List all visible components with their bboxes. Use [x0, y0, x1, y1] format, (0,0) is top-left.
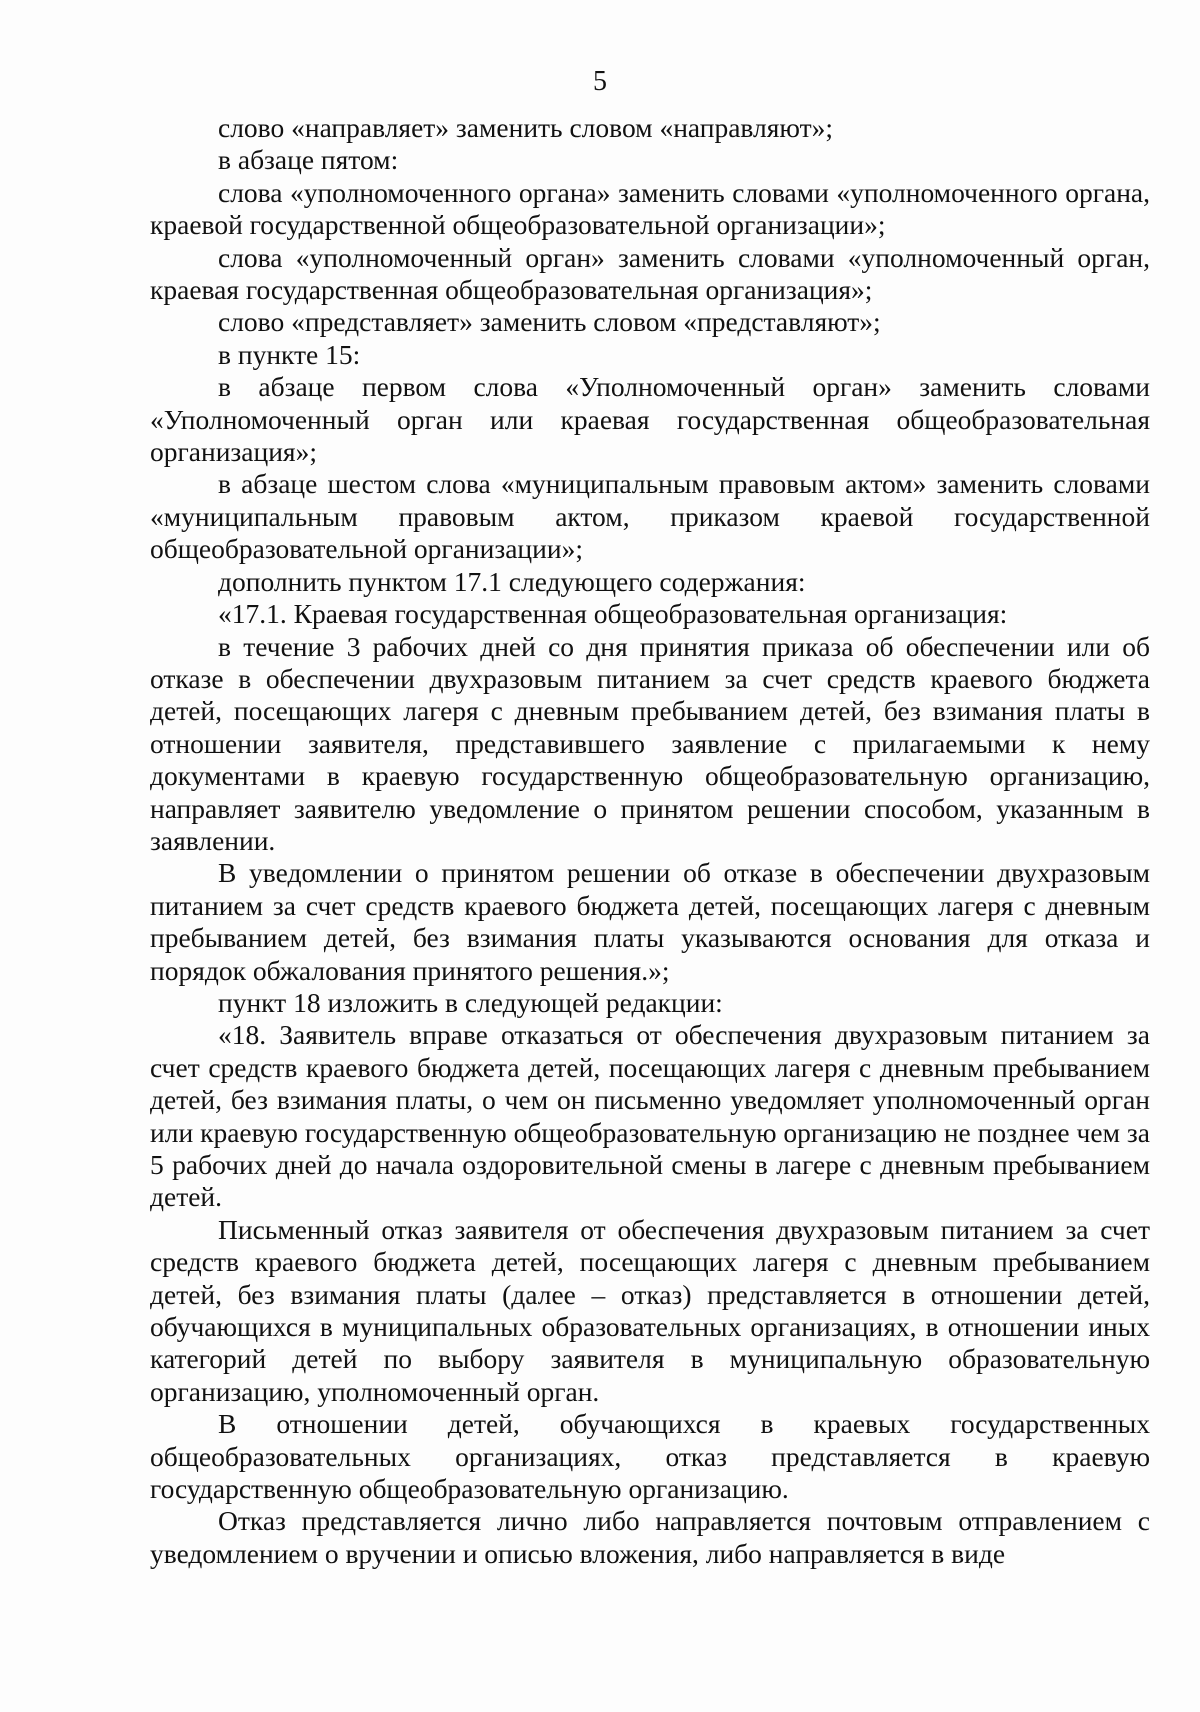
paragraph: Отказ представляется лично либо направляется почтовым отправлением с уведомлением о вручении и описью вложения, либо направляется в виде: [150, 1505, 1150, 1569]
paragraph: в пункте 15:: [218, 338, 361, 370]
paragraph: В отношении детей, обучающихся в краевых государственных общеобразовательных организациях, отказ представляется в краевую государственную общеобразовательную организацию.: [150, 1408, 1150, 1505]
paragraph: пункт 18 изложить в следующей редакции:: [218, 986, 723, 1018]
paragraph: в абзаце пятом:: [218, 144, 399, 176]
paragraph: дополнить пунктом 17.1 следующего содержания:: [218, 565, 806, 597]
paragraph: в абзаце первом слова «Уполномоченный орган» заменить словами «Уполномоченный орган или краевая государственная общеобразовательная организация»;: [150, 371, 1150, 468]
paragraph: слова «уполномоченного органа» заменить словами «уполномоченного органа, краевой государственной общеобразовательной организации»;: [150, 176, 1150, 241]
paragraph: слова «уполномоченный орган» заменить словами «уполномоченный орган, краевая государственная общеобразовательная организация»;: [150, 241, 1150, 306]
document-body: [150, 112, 1150, 1570]
paragraph: В уведомлении о принятом решении об отказе в обеспечении двухразовым питанием за счет средств краевого бюджета детей, посещающих лагеря с дневным пребыванием детей, без взимания платы указываются основания для отказа и порядок обжалования принятого решения.»;: [150, 857, 1150, 986]
paragraph: слово «представляет» заменить словом «представляют»;: [218, 306, 881, 338]
paragraph: слово «направляет» заменить словом «направляют»;: [218, 112, 834, 143]
paragraph: Письменный отказ заявителя от обеспечения двухразовым питанием за счет средств краевого бюджета детей, посещающих лагеря с дневным пребыванием детей, без взимания платы (далее – отказ) представляется в отношении детей, обучающихся в муниципальных образовательных организациях, в отношении иных категорий детей по выбору заявителя в муниципальную образовательную организацию, уполномоченный орган.: [150, 1213, 1150, 1407]
paragraph: «17.1. Краевая государственная общеобразовательная организация:: [218, 598, 1008, 630]
page-number: 5: [593, 66, 607, 97]
paragraph: «18. Заявитель вправе отказаться от обеспечения двухразовым питанием за счет средств краевого бюджета детей, посещающих лагеря с дневным пребыванием детей, без взимания платы, о чем он письменно уведомляет уполномоченный орган или краевую государственную общеобразовательную организацию не позднее чем за 5 рабочих дней до начала оздоровительной смены в лагере с дневным пребыванием детей.: [150, 1019, 1150, 1213]
paragraph: в течение 3 рабочих дней со дня принятия приказа об обеспечении или об отказе в обеспечении двухразовым питанием за счет средств краевого бюджета детей, посещающих лагеря с дневным пребыванием детей, без взимания платы в отношении заявителя, представившего заявление с прилагаемыми к нему документами в краевую государственную общеобразовательную организацию, направляет заявителю уведомление о принятом решении способом, указанным в заявлении.: [150, 630, 1150, 856]
paragraph: в абзаце шестом слова «муниципальным правовым актом» заменить словами «муниципальным правовым актом, приказом краевой государственной общеобразовательной организации»;: [150, 468, 1150, 565]
